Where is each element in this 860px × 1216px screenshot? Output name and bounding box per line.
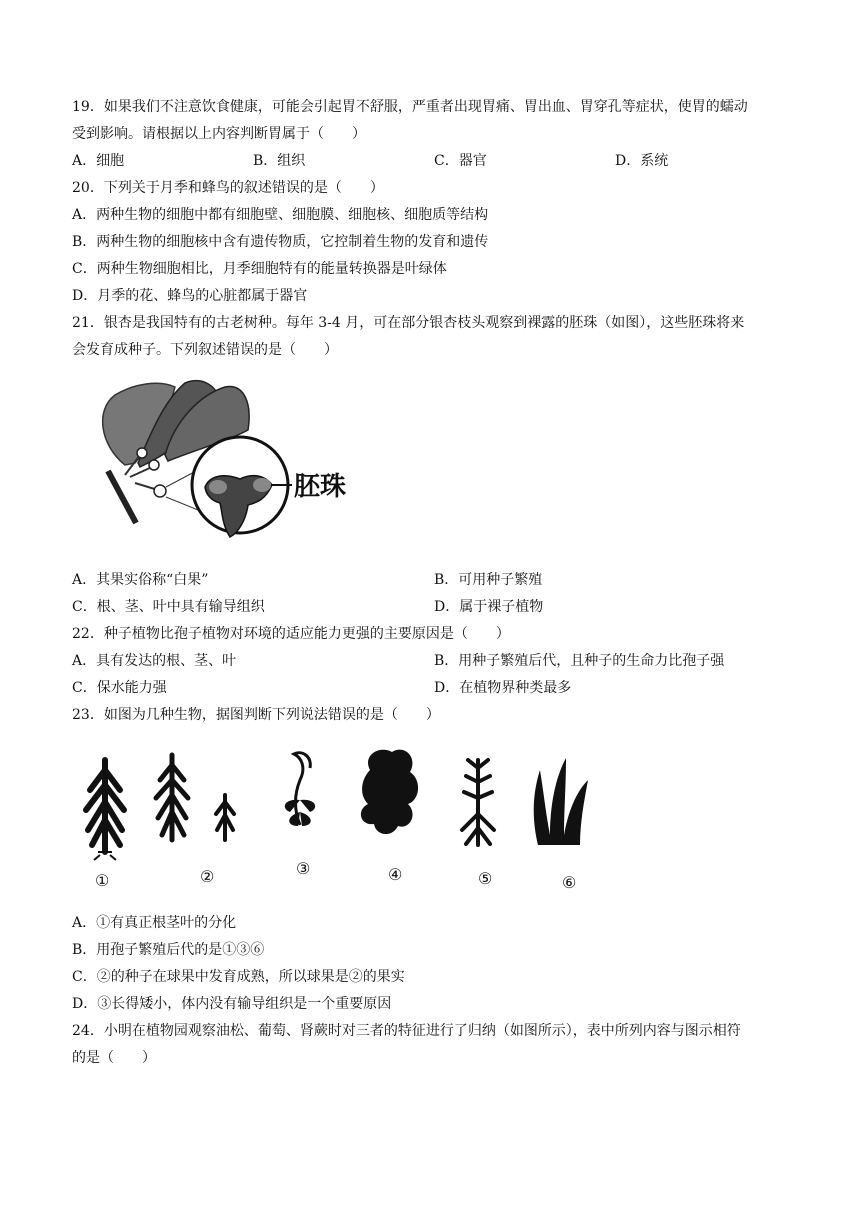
q20-option-b: B．两种生物的细胞核中含有遗传物质，它控制着生物的发育和遗传 bbox=[72, 234, 489, 250]
q19-stem-line1: 19．如果我们不注意饮食健康，可能会引起胃不舒服，严重者出现胃痛、胃出血、胃穿孔等症状，使胃的蠕动 bbox=[72, 99, 748, 115]
q20-option-d: D．月季的花、蜂鸟的心脏都属于器官 bbox=[72, 288, 308, 304]
q21-option-c: C．根、茎、叶中具有输导组织 bbox=[72, 599, 265, 615]
q21-option-a: A．其果实俗称“白果” bbox=[72, 572, 209, 588]
plant-label-5: ⑤ bbox=[478, 869, 493, 888]
q21-stem-line2: 会发育成种子。下列叙述错误的是（ ） bbox=[72, 342, 338, 358]
q22-stem: 22．种子植物比孢子植物对环境的适应能力更强的主要原因是（ ） bbox=[72, 626, 510, 642]
q19-stem-line2: 受到影响。请根据以上内容判断胃属于（ ） bbox=[72, 126, 366, 142]
plant-4-liverwort bbox=[361, 750, 418, 834]
plant-label-3: ③ bbox=[296, 859, 311, 878]
plant-label-4: ④ bbox=[388, 865, 403, 884]
q21-stem-line1: 21．银杏是我国特有的古老树种。每年 3-4 月，可在部分银杏枝头观察到裸露的胚珠（如图），这些胚珠将来 bbox=[72, 315, 745, 331]
plant-2-conifer bbox=[156, 755, 234, 840]
q19-option-c: C．器官 bbox=[434, 153, 487, 169]
ovule-small bbox=[154, 485, 166, 497]
plants-figure bbox=[80, 740, 620, 900]
q22-option-c: C．保水能力强 bbox=[72, 680, 167, 696]
q22-option-d: D．在植物界种类最多 bbox=[434, 680, 572, 696]
q19-option-a: A．细胞 bbox=[72, 153, 125, 169]
plant-label-6: ⑥ bbox=[562, 873, 577, 892]
q23-option-a: A．①有真正根茎叶的分化 bbox=[72, 915, 237, 931]
plant-6-clump bbox=[534, 758, 588, 845]
q21-option-b: B．可用种子繁殖 bbox=[434, 572, 543, 588]
plant-1-fern bbox=[86, 760, 124, 860]
plant-3-moss bbox=[285, 753, 315, 826]
q23-option-c: C．②的种子在球果中发育成熟，所以球果是②的果实 bbox=[72, 969, 405, 985]
q21-option-d: D．属于裸子植物 bbox=[434, 599, 544, 615]
ovule-label: 胚珠 bbox=[294, 472, 347, 502]
q19-option-d: D．系统 bbox=[615, 153, 669, 169]
ginkgo-branch bbox=[108, 471, 136, 523]
q23-option-b: B．用孢子繁殖后代的是①③⑥ bbox=[72, 942, 265, 958]
q23-stem: 23．如图为几种生物，据图判断下列说法错误的是（ ） bbox=[72, 707, 440, 723]
q20-stem: 20．下列关于月季和蜂鸟的叙述错误的是（ ） bbox=[72, 180, 384, 196]
plant-label-2: ② bbox=[200, 867, 215, 886]
q22-option-a: A．具有发达的根、茎、叶 bbox=[72, 653, 237, 669]
q20-option-c: C．两种生物细胞相比，月季细胞特有的能量转换器是叶绿体 bbox=[72, 261, 447, 277]
ginkgo-ovule-figure bbox=[80, 375, 370, 555]
q23-option-d: D．③长得矮小，体内没有输导组织是一个重要原因 bbox=[72, 996, 392, 1012]
q19-option-b: B．组织 bbox=[253, 153, 306, 169]
q24-stem-line1: 24．小明在植物园观察油松、葡萄、肾蕨时对三者的特征进行了归纳（如图所示），表中所列内容与图示相符 bbox=[72, 1023, 741, 1039]
plant-label-1: ① bbox=[95, 871, 110, 890]
plant-5-grass bbox=[462, 760, 494, 845]
q22-option-b: B．用种子繁殖后代，且种子的生命力比孢子强 bbox=[434, 653, 725, 669]
q24-stem-line2: 的是（ ） bbox=[72, 1050, 156, 1066]
q20-option-a: A．两种生物的细胞中都有细胞壁、细胞膜、细胞核、细胞质等结构 bbox=[72, 207, 489, 223]
